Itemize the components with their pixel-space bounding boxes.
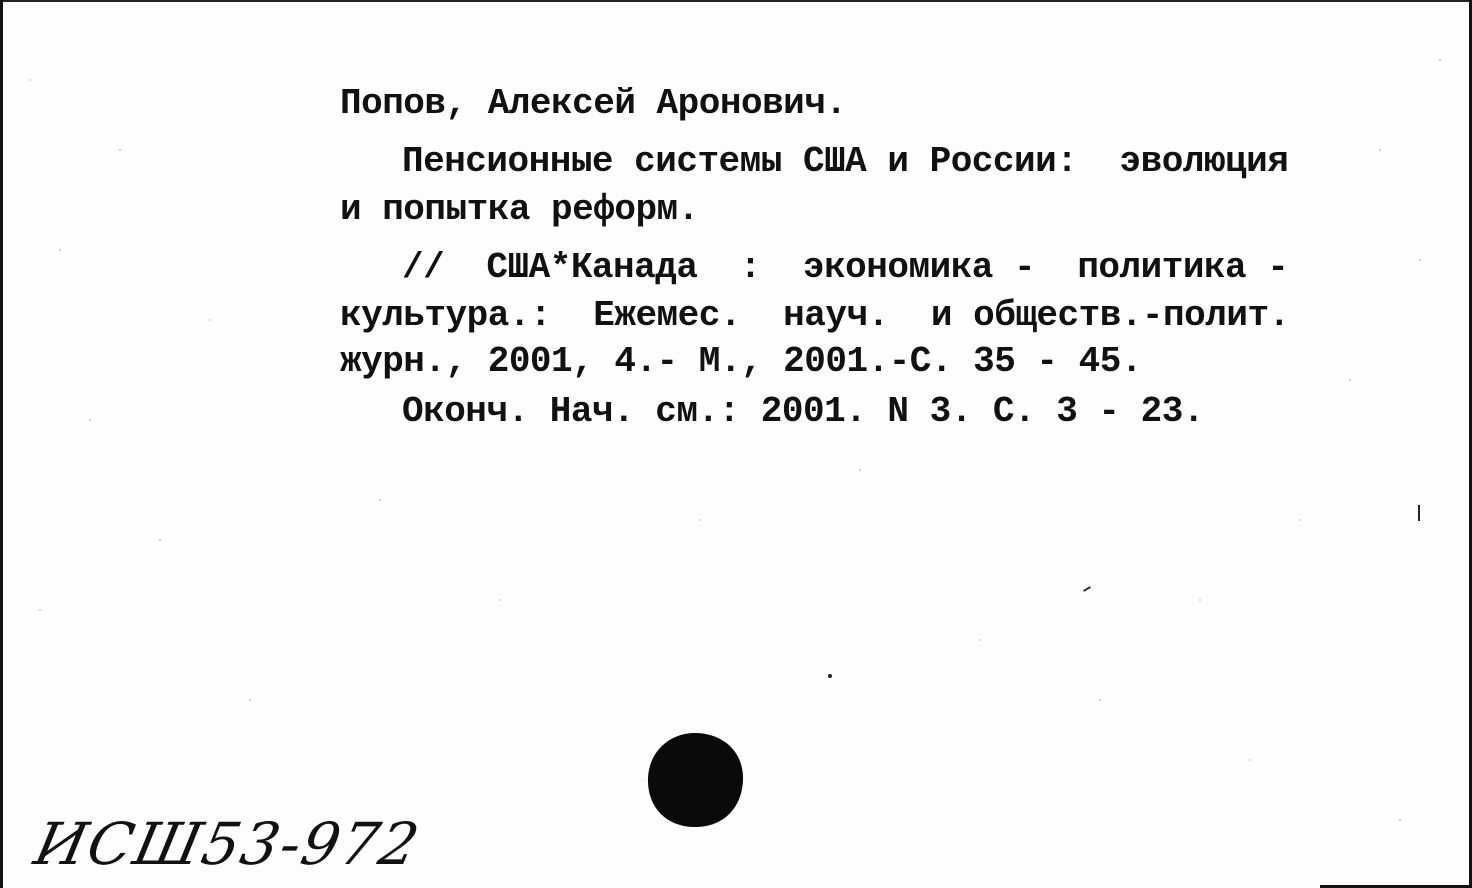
note-line: Оконч. Нач. см.: 2001. N 3. С. 3 - 23. — [402, 391, 1204, 432]
source-line-2: культура.: Ежемес. науч. и обществ.-полит. — [340, 295, 1290, 336]
title-line-2: и попытка реформ. — [340, 189, 699, 230]
author-line: Попов, Алексей Аронович. — [340, 83, 847, 124]
punch-hole — [645, 730, 745, 830]
source-line-1: // США*Канада : экономика - политика - — [402, 247, 1289, 288]
title-line-1: Пенсионные системы США и России: эволюция — [402, 141, 1289, 182]
shelfmark: ИСШ53-972 — [28, 810, 427, 878]
source-line-3: журн., 2001, 4.- М., 2001.-С. 35 - 45. — [340, 341, 1142, 382]
